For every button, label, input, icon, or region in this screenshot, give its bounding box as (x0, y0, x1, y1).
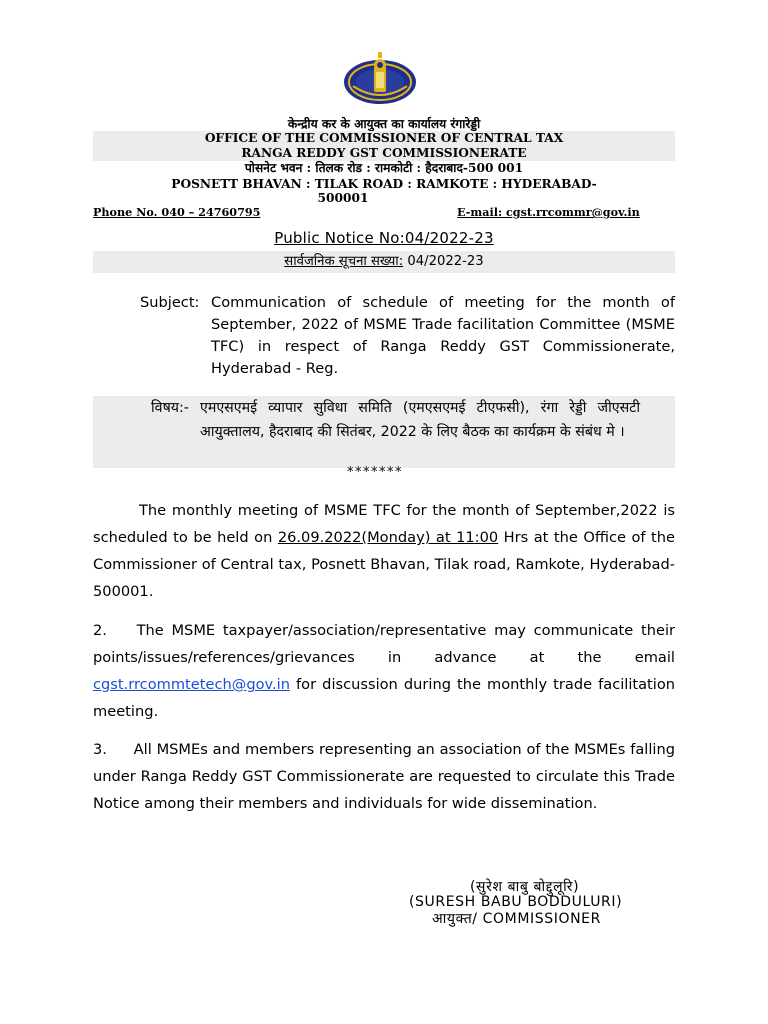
header-email[interactable]: E-mail: cgst.rrcommr@gov.in (457, 205, 640, 219)
paragraph-1-text-start: The monthly meeting of MSME TFC for the month of September,2022 is scheduled to be held on (93, 502, 675, 546)
hindi-notice-label: सार्वजनिक सूचना सख्या: (284, 254, 404, 269)
hindi-notice-number: 04/2022-23 (407, 254, 484, 269)
hindi-subject-text: एमएसएमई व्यापार सुविधा समिति (एमएसएमई टीएफसी), रंगा रेड्डी जीएसटी आयुक्तालय, हैदराबाद की सितंबर, 2022 के लिए बैठक का कार्यक्रम के संबंध मे । (200, 400, 640, 440)
hindi-address: पोसनेट भवन : तिलक रोड : रामकोटी : हैदराबाद-500 001 (244, 161, 524, 175)
office-name: OFFICE OF THE COMMISSIONER OF CENTRAL TAX (93, 131, 675, 146)
tfc-email-link[interactable]: cgst.rrcommtetech@gov.in (93, 676, 290, 693)
paragraph-1-text-end: Hrs at the Office of the Commissioner of Central tax, Posnett Bhavan, Tilak road, Ramkote, Hyderabad-500001. (93, 529, 676, 600)
public-notice-title: Public Notice No:04/2022-23 (274, 229, 494, 247)
address-pincode: 500001 (317, 191, 369, 205)
paragraph-2 (93, 617, 675, 725)
paragraph-3-number: 3. (93, 741, 107, 758)
subject-block (140, 292, 675, 380)
separator: ******* (347, 465, 403, 480)
phone-number: Phone No. 040 – 24760795 (93, 205, 261, 219)
paragraph-2-text-start: The MSME taxpayer/association/representative may communicate their points/issues/references/grievances in advance at the email (93, 622, 675, 666)
hindi-office-name: केन्द्रीय कर के आयुक्त का कार्यालय रंगारेड्डी (287, 117, 481, 131)
meeting-date: 26.09.2022(Monday) at 11:00 (277, 529, 499, 546)
cbic-emblem-logo (343, 52, 417, 106)
signatory-designation: आयुक्त/ COMMISSIONER (432, 911, 601, 927)
subject-label: Subject: (140, 294, 200, 311)
paragraph-2-number: 2. (93, 622, 107, 639)
paragraph-3-text: All MSMEs and members representing an association of the MSMEs falling under Ranga Reddy GST Commissionerate are requested to circulate this Trade Notice among their members and individuals for wide dissemination. (93, 741, 675, 812)
address-line: POSNETT BHAVAN : TILAK ROAD : RAMKOTE : HYDERABAD- (171, 177, 597, 191)
paragraph-1 (93, 497, 675, 605)
hindi-notice-title (93, 251, 675, 273)
commissionerate-name: RANGA REDDY GST COMMISSIONERATE (93, 146, 675, 161)
paragraph-3 (93, 736, 675, 817)
signatory-hindi-name: (सुरेश बाबु बोद्दुलूरि) (470, 879, 580, 895)
subject-text: Communication of schedule of meeting for the month of September, 2022 of MSME Trade facilitation Committee (MSME TFC) in respect of Ranga Reddy GST Commissionerate, Hyderabad - Reg. (211, 294, 675, 377)
paragraph-2-text-end: for discussion during the monthly trade facilitation meeting. (93, 676, 676, 720)
signatory-name: (SURESH BABU BODDULURI) (409, 894, 623, 910)
hindi-subject-label: विषय:- (151, 400, 189, 416)
hindi-subject-block (93, 396, 675, 468)
